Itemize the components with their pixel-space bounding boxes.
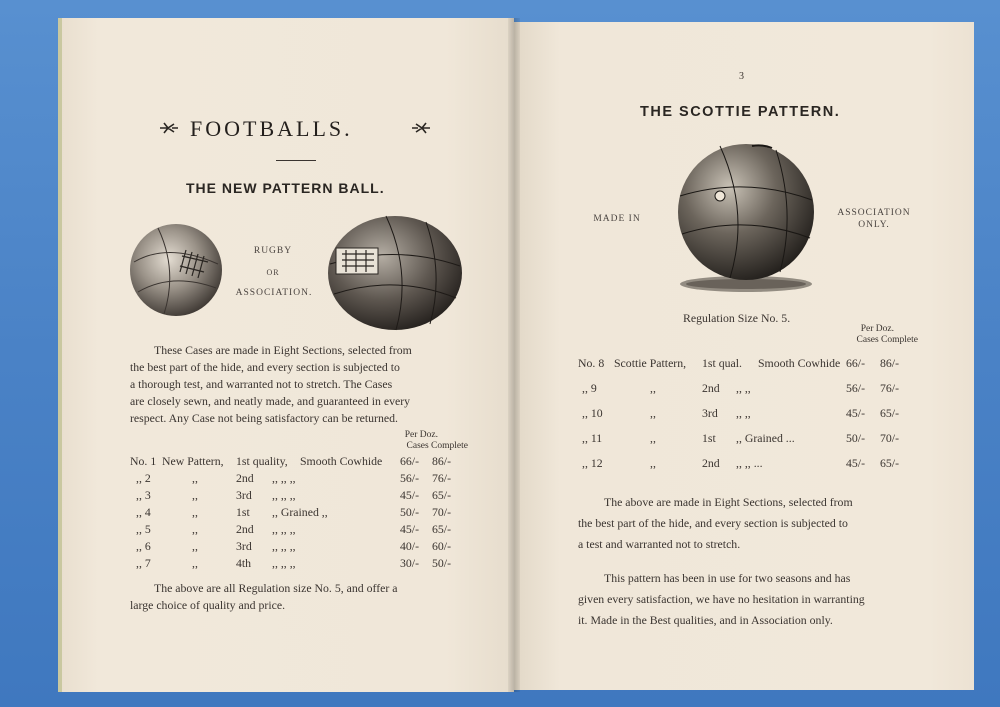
ornament-left-icon [158,118,180,138]
row-material: Smooth Cowhide [300,454,383,468]
row-number: ,, 5 [136,522,151,536]
row-pattern: ,, [192,471,198,485]
row-number: ,, 3 [136,488,151,502]
row-quality: 2nd [702,456,720,470]
price-header-cases-complete: Cases Complete [406,441,468,451]
right-page-title: THE SCOTTIE PATTERN. [640,104,841,120]
row-quality: 1st qual. [702,356,742,370]
row-number: ,, 12 [582,456,603,470]
row-number: ,, 10 [582,406,603,420]
description-line: a thorough test, and warranted not to stretch. The Cases [130,377,393,391]
row-price-complete: 76/- [880,381,900,395]
row-price-cases: 50/- [400,505,420,519]
row-quality: 1st [702,431,716,445]
description-line: are closely sewn, and neatly made, and guaranteed in every [130,394,411,408]
row-material: ,, ,, [736,381,751,395]
row-pattern: ,, [192,539,198,553]
label-association-only [832,208,916,230]
row-material: ,, ,, [736,406,751,420]
paragraph-line: given every satisfaction, we have no hesitation in warranting [578,592,865,606]
row-price-cases: 56/- [400,471,420,485]
ornament-right-icon [410,118,432,138]
left-page-subtitle: THE NEW PATTERN BALL. [186,180,385,196]
left-price-header [380,430,468,452]
left-footer [130,580,470,614]
scottie-caption: Regulation Size No. 5. [683,311,791,325]
left-description [130,342,470,427]
row-quality: 3rd [702,406,718,420]
row-price-cases: 66/- [846,356,866,370]
row-pattern: Scottie Pattern, [614,356,687,370]
book-gutter [508,18,520,692]
association-ball-illustration [326,214,464,332]
row-price-cases: 30/- [400,556,420,570]
row-pattern: ,, [650,406,656,420]
row-number: ,, 7 [136,556,151,570]
label-rugby: RUGBY [253,246,293,256]
row-price-complete: 76/- [432,471,452,485]
row-quality: 3rd [236,488,252,502]
row-price-complete: 70/- [432,505,452,519]
rugby-ball-illustration [128,222,224,318]
paragraph-line: The above are made in Eight Sections, selected from [604,495,853,509]
row-pattern: ,, [192,556,198,570]
row-price-complete: 86/- [432,454,452,468]
label-association: ASSOCIATION. [235,288,313,298]
price-header-per-doz: Per Doz. [404,430,438,440]
row-pattern: ,, [650,456,656,470]
description-line: These Cases are made in Eight Sections, selected from [154,343,412,357]
row-material: Smooth Cowhide [758,356,841,370]
row-price-complete: 70/- [880,431,900,445]
row-material: ,, ,, ... [736,456,763,470]
row-pattern: ,, [650,381,656,395]
row-quality: 2nd [702,381,720,395]
row-price-complete: 65/- [432,488,452,502]
paragraph-line: the best part of the hide, and every section is subjected to [578,516,848,530]
paragraph-line: it. Made in the Best qualities, and in Association only. [578,613,833,627]
row-price-complete: 50/- [432,556,452,570]
label-only-line: ONLY. [858,220,890,230]
row-pattern: New Pattern, [162,454,224,468]
row-number: ,, 11 [582,431,603,445]
row-material: ,, ,, ,, [272,471,296,485]
price-header-cases-complete: Cases Complete [856,335,918,345]
row-price-complete: 65/- [880,456,900,470]
row-quality: 2nd [236,522,254,536]
row-number: ,, 6 [136,539,151,553]
label-made-in: MADE IN [593,214,641,224]
row-quality: 4th [236,556,252,570]
label-association-line: ASSOCIATION [837,208,911,218]
row-material: ,, ,, ,, [272,556,296,570]
row-number: ,, 4 [136,505,151,519]
row-number: No. 8 [578,356,605,370]
row-quality: 1st quality, [236,454,288,468]
row-price-cases: 45/- [400,488,420,502]
row-number: ,, 9 [582,381,597,395]
left-page-title: FOOTBALLS. [190,116,353,141]
description-line: respect. Any Case not being satisfactory can be returned. [130,411,398,425]
row-price-complete: 86/- [880,356,900,370]
row-material: ,, Grained ... [736,431,795,445]
row-pattern: ,, [192,522,198,536]
row-price-cases: 50/- [846,431,866,445]
description-line: the best part of the hide, and every section is subjected to [130,360,400,374]
row-price-complete: 60/- [432,539,452,553]
paragraph-line: a test and warranted not to stretch. [578,537,741,551]
row-pattern: ,, [650,431,656,445]
row-number: No. 1 [130,454,157,468]
row-price-cases: 45/- [846,456,866,470]
row-quality: 1st [236,505,250,519]
row-pattern: ,, [192,488,198,502]
row-material: ,, ,, ,, [272,539,296,553]
row-number: ,, 2 [136,471,151,485]
title-divider [276,160,316,161]
row-quality: 3rd [236,539,252,553]
row-price-cases: 45/- [400,522,420,536]
page-number: 3 [739,71,744,82]
row-price-cases: 66/- [400,454,420,468]
row-price-cases: 45/- [846,406,866,420]
footer-line: large choice of quality and price. [130,598,286,612]
row-material: ,, ,, ,, [272,488,296,502]
row-price-complete: 65/- [432,522,452,536]
row-price-complete: 65/- [880,406,900,420]
footer-line: The above are all Regulation size No. 5, and offer a [154,581,398,595]
right-paragraph-1 [578,492,923,555]
row-material: ,, ,, ,, [272,522,296,536]
price-header-per-doz: Per Doz. [860,324,894,334]
paragraph-line: This pattern has been in use for two seasons and has [604,571,851,585]
row-price-cases: 56/- [846,381,866,395]
right-price-header [828,324,918,346]
row-pattern: ,, [192,505,198,519]
row-quality: 2nd [236,471,254,485]
row-price-cases: 40/- [400,539,420,553]
row-material: ,, Grained ,, [272,505,328,519]
right-paragraph-2 [578,568,923,631]
scottie-ball-illustration [672,142,820,296]
label-or: OR [266,268,280,277]
